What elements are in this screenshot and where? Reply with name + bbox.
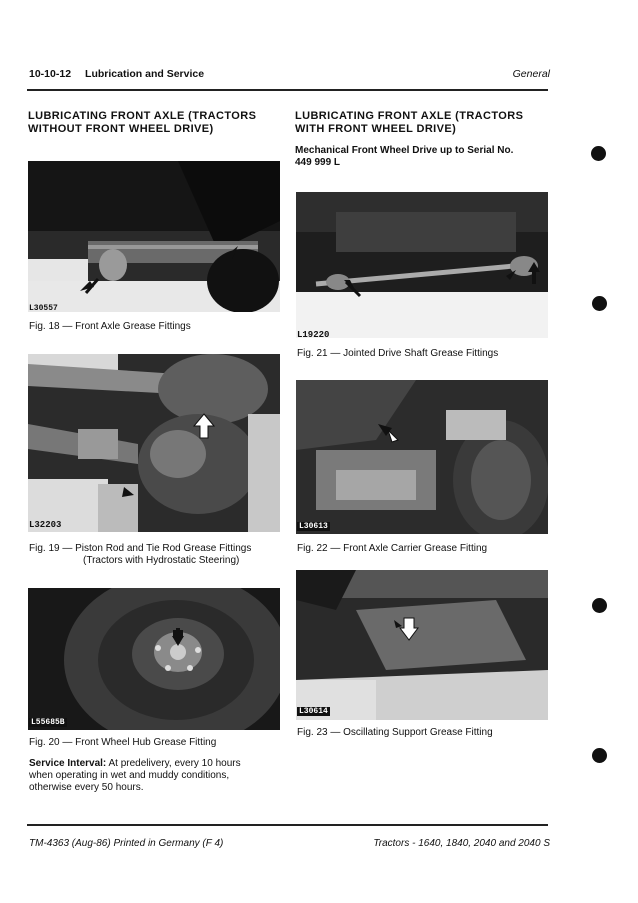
right-subheading-line1: Mechanical Front Wheel Drive up to Serial No. [295, 145, 514, 156]
page-header-left [29, 68, 204, 80]
service-interval-label: Service Interval: [29, 758, 107, 769]
fig22-code: L30613 [299, 522, 328, 531]
binder-hole-2 [592, 296, 607, 311]
binder-hole-4 [592, 748, 607, 763]
fig19-photo [28, 354, 280, 532]
fig23-photo [296, 570, 548, 720]
right-heading [295, 110, 549, 136]
fig20-code: L55685B [31, 718, 65, 727]
fig21-photo [296, 192, 548, 338]
right-subheading-line2: 449 999 L [295, 157, 341, 168]
fig23-caption: Fig. 23 — Oscillating Support Grease Fitting [297, 727, 493, 738]
footer-rule [27, 824, 548, 826]
right-heading-line2: WITH FRONT WHEEL DRIVE) [295, 123, 457, 135]
service-interval-line3: otherwise every 50 hours. [29, 782, 144, 793]
fig19-caption [29, 543, 251, 567]
fig18-code: L30557 [29, 304, 58, 313]
binder-hole-3 [592, 598, 607, 613]
left-heading-line2: WITHOUT FRONT WHEEL DRIVE) [28, 123, 214, 135]
page-category: General [512, 68, 550, 80]
fig19-caption-line2: (Tractors with Hydrostatic Steering) [83, 555, 240, 566]
footer-left: TM-4363 (Aug-86) Printed in Germany (F 4) [29, 838, 224, 849]
right-subheading [295, 145, 549, 169]
header-rule [27, 89, 548, 91]
service-interval-line2: when operating in wet and muddy conditions, [29, 770, 230, 781]
left-heading-line1: LUBRICATING FRONT AXLE (TRACTORS [28, 110, 257, 122]
section-title: Lubrication and Service [85, 68, 205, 80]
fig21-code: L19220 [297, 330, 330, 340]
fig20-caption: Fig. 20 — Front Wheel Hub Grease Fitting [29, 737, 217, 748]
service-interval-line1 [29, 758, 281, 770]
service-interval-text1: At predelivery, every 10 hours [108, 758, 241, 769]
fig19-caption-line1: Fig. 19 — Piston Rod and Tie Rod Grease Fittings [29, 543, 252, 554]
fig18-caption: Fig. 18 — Front Axle Grease Fittings [29, 321, 191, 332]
fig23-code: L30614 [299, 707, 328, 716]
fig22-caption: Fig. 22 — Front Axle Carrier Grease Fitting [297, 543, 488, 554]
binder-hole-1 [591, 146, 606, 161]
fig22-photo [296, 380, 548, 534]
footer-right: Tractors - 1640, 1840, 2040 and 2040 S [373, 838, 550, 849]
fig21-caption: Fig. 21 — Jointed Drive Shaft Grease Fittings [297, 348, 499, 359]
fig18-photo [28, 161, 280, 312]
fig20-photo [28, 588, 280, 730]
right-heading-line1: LUBRICATING FRONT AXLE (TRACTORS [295, 110, 524, 122]
page-number: 10-10-12 [29, 68, 72, 80]
fig19-code: L32203 [29, 520, 62, 530]
left-heading [28, 110, 278, 136]
service-interval [29, 758, 281, 794]
